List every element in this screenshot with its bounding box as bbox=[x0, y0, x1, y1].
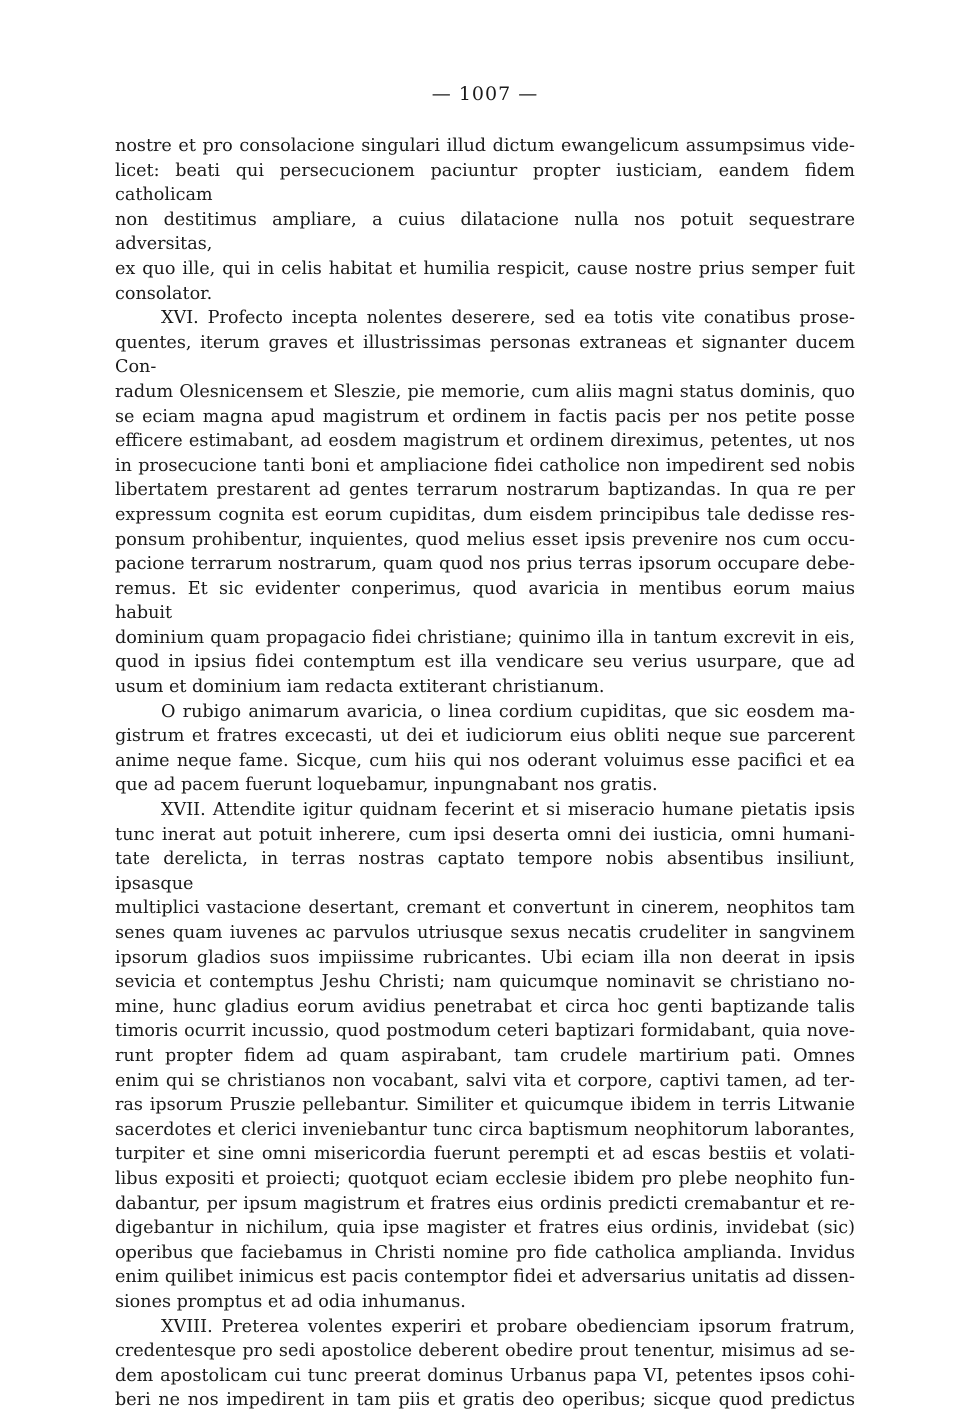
text-line: libus expositi et proiecti; quotquot eciam ecclesie ibidem pro plebe neophito fun- bbox=[115, 1168, 855, 1189]
text-line: ipsorum gladios suos impiissime rubricantes. Ubi eciam illa non deerat in ipsis bbox=[115, 947, 855, 968]
paragraph-intro bbox=[115, 134, 855, 306]
text-line: pacione terrarum nostrarum, quam quod nos prius terras ipsorum occupare debe- bbox=[115, 554, 855, 575]
text-line: usum et dominium iam redacta extiterant christianum. bbox=[115, 677, 605, 698]
text-line: gistrum et fratres excecasti, ut dei et iudiciorum eius obliti neque sue parcerent bbox=[115, 726, 855, 747]
paragraph-section-xvii bbox=[115, 798, 855, 1314]
text-line: siones promptus et ad odia inhumanus. bbox=[115, 1291, 466, 1312]
text-line: runt propter fidem ad quam aspirabant, tam crudele martirium pati. Omnes bbox=[115, 1045, 855, 1066]
text-line: dabantur, per ipsum magistrum et fratres eius ordinis predicti cremabantur et re- bbox=[115, 1193, 855, 1214]
text-line: efficere estimabant, ad eosdem magistrum et ordinem direximus, petentes, ut nos bbox=[115, 431, 855, 452]
text-line: radum Olesnicensem et Sleszie, pie memorie, cum aliis magni status dominis, quo bbox=[115, 381, 855, 402]
text-line: multiplici vastacione desertant, cremant et convertunt in cinerem, neophitos tam bbox=[115, 898, 855, 919]
text-line: remus. Et sic evidenter conperimus, quod avaricia in mentibus eorum maius habuit bbox=[115, 578, 855, 624]
text-line: O rubigo animarum avaricia, o linea cordium cupiditas, que sic eosdem ma- bbox=[161, 701, 855, 722]
text-line: tate derelicta, in terras nostras captato tempore nobis absentibus insiliunt, ipsasque bbox=[115, 849, 855, 894]
text-line: que ad pacem fuerunt loquebamur, inpungnabant nos gratis. bbox=[115, 775, 658, 796]
text-line: enim qui se christianos non vocabant, salvi vita et corpore, captivi tamen, ad ter- bbox=[115, 1070, 855, 1091]
text-line: credentesque pro sedi apostolice deberent obedire prout tenentur, misimus ad se- bbox=[115, 1341, 855, 1362]
page-number: — 1007 — bbox=[431, 83, 539, 105]
text-line: senes quam iuvenes ac parvulos utriusque sexus necatis crudeliter in sangvinem bbox=[115, 923, 855, 943]
text-line: dem apostolicam cui tunc preerat dominus Urbanus papa VI, petentes ipsos cohi- bbox=[115, 1365, 855, 1386]
text-line: digebantur in nichilum, quia ipse magister et fratres eius ordinis, invidebat (sic) bbox=[115, 1218, 855, 1239]
text-line: sevicia et contemptus Jeshu Christi; nam quicumque nominavit se christiano no- bbox=[115, 972, 855, 993]
text-line: anime neque fame. Sicque, cum hiis qui nos oderant voluimus esse pacifici et ea bbox=[115, 750, 855, 771]
text-line: sacerdotes et clerici inveniebantur tunc circa baptismum neophitorum laborantes, bbox=[115, 1119, 855, 1140]
text-line: operibus que faciebamus in Christi nomine pro fide catholica amplianda. Invidus bbox=[115, 1242, 855, 1263]
text-line: beri ne nos impedirent in tam piis et gratis deo operibus; sicque quod predictus bbox=[115, 1390, 855, 1411]
paragraph-section-xviii bbox=[115, 1315, 855, 1413]
text-line: non destitimus ampliare, a cuius dilatacione nulla nos potuit sequestrare adversitas, bbox=[115, 209, 855, 255]
text-line: expressum cognita est eorum cupiditas, dum eisdem principibus tale dedisse res- bbox=[115, 504, 855, 525]
text-line: licet: beati qui persecucionem paciuntur propter iusticiam, eandem fidem catholicam bbox=[115, 160, 855, 206]
text-line: mine, hunc gladius eorum avidius penetrabat et circa hoc genti baptizande talis bbox=[115, 996, 855, 1017]
text-line: quentes, iterum graves et illustrissimas personas extraneas et signanter ducem Con- bbox=[115, 332, 855, 378]
paragraph-avaricia bbox=[115, 700, 855, 798]
text-line: quod in ipsius fidei contemptum est illa vendicare seu verius usurpare, que ad bbox=[115, 652, 855, 673]
text-line: ponsum prohibentur, inquientes, quod melius esset ipsis prevenire nos cum occu- bbox=[115, 529, 855, 550]
text-line: timoris ocurrit incussio, quod postmodum ceteri baptizari formidabant, quia nove- bbox=[115, 1021, 855, 1042]
text-line: enim quilibet inimicus est pacis contemptor fidei et adversarius unitatis ad dissen- bbox=[115, 1267, 855, 1288]
text-line: nostre et pro consolacione singulari illud dictum ewangelicum assumpsimus vide- bbox=[115, 136, 855, 156]
paragraph-section-xvi bbox=[115, 306, 855, 700]
text-line: consolator. bbox=[115, 283, 213, 304]
text-line: XVIII. Preterea volentes experiri et probare obedienciam ipsorum fratrum, bbox=[161, 1316, 855, 1337]
body-text bbox=[115, 134, 855, 1413]
text-line: se eciam magna apud magistrum et ordinem in factis pacis per nos petite posse bbox=[115, 406, 855, 427]
text-line: ras ipsorum Pruszie pellebantur. Similiter et quicumque ibidem in terris Litwanie bbox=[115, 1095, 855, 1116]
text-line: dominium quam propagacio fidei christiane; quinimo illa in tantum excrevit in eis, bbox=[115, 627, 855, 648]
text-line: tunc inerat aut potuit inherere, cum ipsi deserta omni dei iusticia, omni humani- bbox=[115, 824, 855, 845]
text-line: XVII. Attendite igitur quidnam fecerint et si miseracio humane pietatis ipsis bbox=[161, 800, 855, 821]
text-line: in prosecucione tanti boni et ampliacione fidei catholice non impedirent sed nobis bbox=[115, 455, 855, 476]
text-line: XVI. Profecto incepta nolentes deserere, sed ea totis vite conatibus prose- bbox=[161, 308, 855, 329]
text-line: ex quo ille, qui in celis habitat et humilia respicit, cause nostre prius semper fuit bbox=[115, 258, 855, 279]
text-line: libertatem prestarent ad gentes terrarum nostrarum baptizandas. In qua re per bbox=[115, 480, 855, 501]
document-page bbox=[115, 80, 855, 1413]
text-line: turpiter et sine omni misericordia fuerunt perempti et ad escas bestiis et volati- bbox=[115, 1144, 855, 1165]
